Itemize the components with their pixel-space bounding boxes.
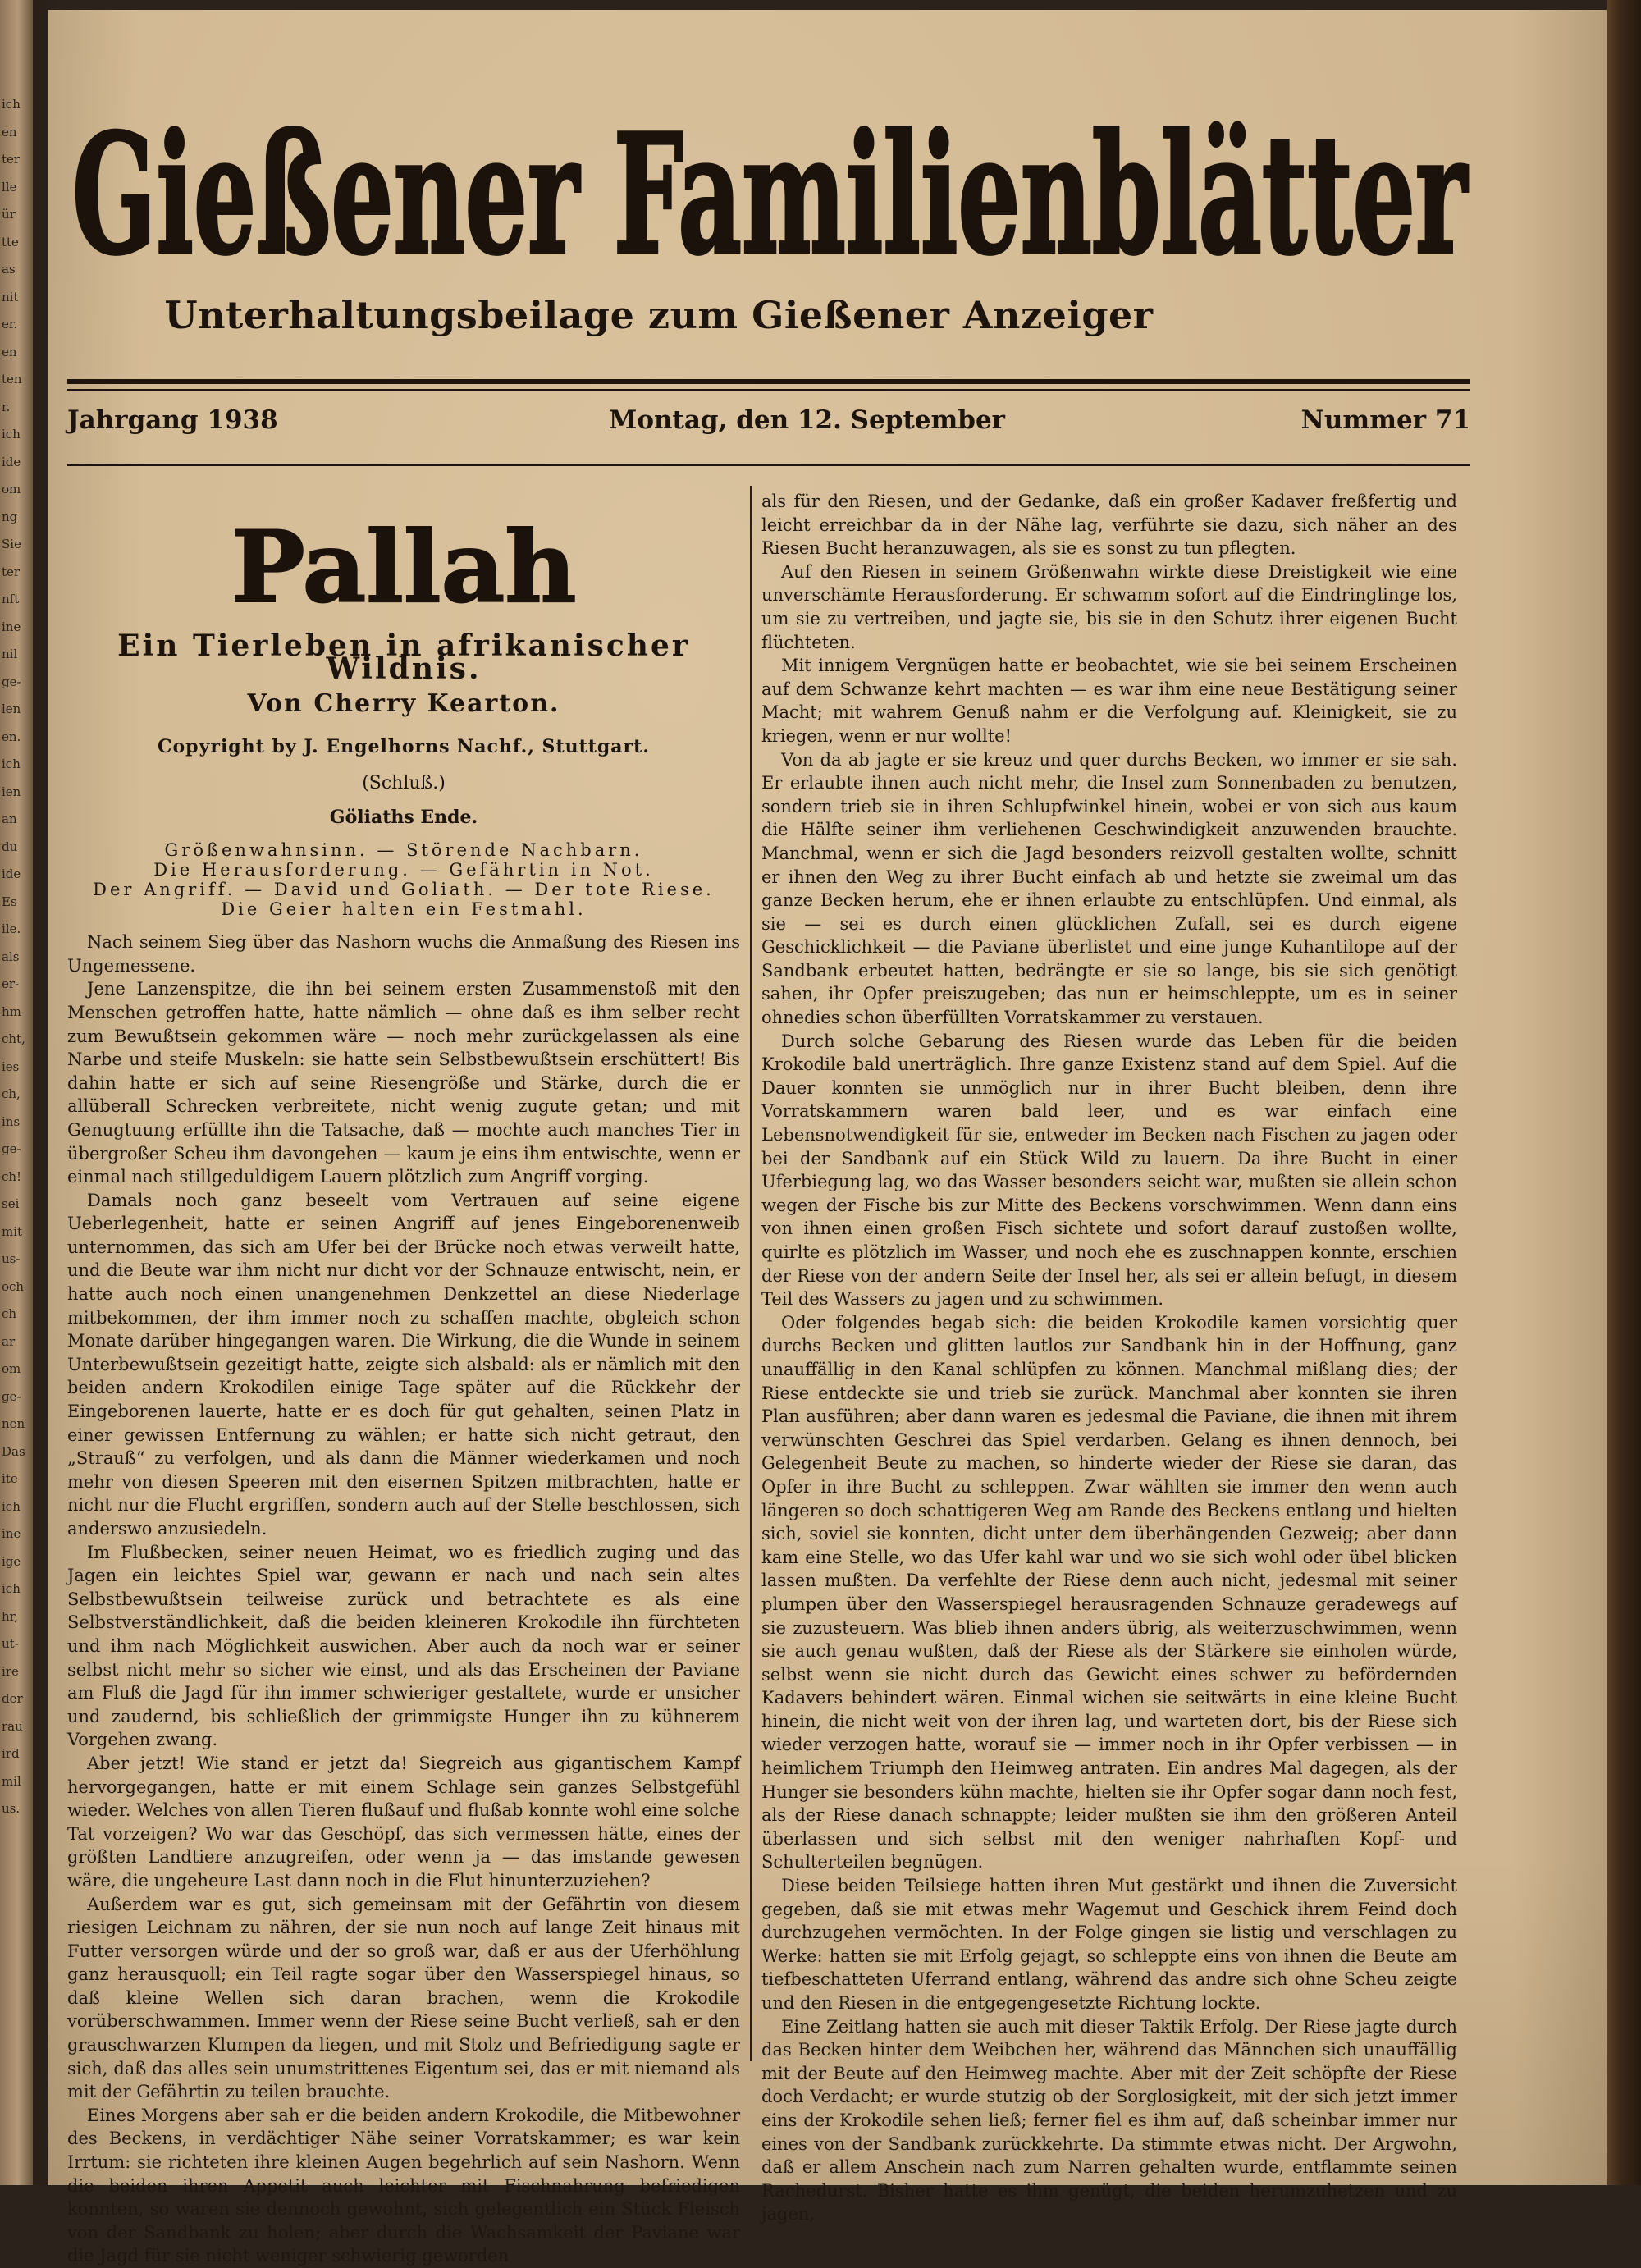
paragraph: Im Flußbecken, seiner neuen Heimat, wo es friedlich zuging und das Jagen ein leichtes Spiel war, gewann er nach und nach sein altes Selbstbewußtsein teilweise zurück und betrachtete es als eine Selbstverständlichkeit, daß die beiden kleineren Krokodile ihn fürchteten und ihm nach Möglichkeit auswichen. Aber auch da noch war er seiner selbst nicht mehr so sicher wie einst, und als das Erscheinen der Paviane am Fluß die Jagd für ihn immer schwieriger gestaltete, wurde er unsicher und zaudernd, bis schließlich der grimmigste Hunger ihn zu kühnerem Vorgehen zwang.: [67, 1542, 740, 1750]
adjacent-page-fragment: us-: [2, 1251, 21, 1266]
adjacent-page-fragment: Es: [2, 894, 17, 909]
adjacent-page-fragment: as: [2, 262, 16, 277]
adjacent-page-fragment: mit: [2, 1223, 23, 1239]
adjacent-page-fragment: ine: [2, 1526, 21, 1541]
summary-line: Größenwahnsinn. — Störende Nachbarn.: [164, 840, 643, 861]
adjacent-page-fragment: Sie: [2, 537, 21, 551]
binding-board-edge: [1607, 0, 1641, 2185]
paragraph: Eine Zeitlang hatten sie auch mit dieser Taktik Erfolg. Der Riese jagte durch das Becken hinter dem Weibchen her, während das Männchen sich unauffällig mit der Beute auf den Heimweg machte. Aber mit der Zeit schöpfte der Riese doch Verdacht; er wurde stutzig ob der Sorglosigkeit, mit der sich jetzt immer eins der Krokodile sehen ließ; ferner fiel es ihm auf, daß scheinbar immer nur eines von der Sandbank zurückkehrte. Da stimmte etwas nicht. Der Argwohn, daß er allem Anschein nach zum Narren gehalten wurde, entflammte seinen Rachedurst. Bisher hatte es ihm genügt, die beiden herumzuhetzen und zu jagen,: [761, 2016, 1457, 2225]
paragraph: Außerdem war es gut, sich gemeinsam mit der Gefährtin von diesem riesigen Leichnam zu nähren, der sie nun noch auf lange Zeit hinaus mit Futter versorgen würde und der so groß war, daß er aus der Uferhöhlung ganz herausquoll; ein Teil ragte sogar über den Wasserspiegel hinaus, so daß kleine Wellen sich daran brachen, wenn die Krokodile vorüberschwammen. Immer wenn der Riese seine Bucht verließ, sah er den grauschwarzen Klumpen da liegen, und mit Stolz und Befriedigung sagte er sich, daß das alles sein unumstrittenes Eigentum sei, das er mit niemand als mit der Gefährtin zu teilen brauchte.: [67, 1894, 740, 2102]
adjacent-page-fragment: ige: [2, 1553, 21, 1569]
story-author: Von Cherry Kearton.: [247, 688, 560, 718]
adjacent-page-fragment: ile.: [2, 921, 21, 936]
paragraph: Oder folgendes begab sich: die beiden Krokodile kamen vorsichtig quer durchs Becken und glitten lautlos zur Sandbank hin in der Hoffnung, ganz unauffällig in den Kanal schlüpfen zu können. Manchmal mißlang dies; der Riese entdeckte sie und trieb sie zurück. Manchmal aber konnten sie ihren Plan ausführen; aber dann waren es jedesmal die Paviane, die ihnen mit ihrem verwünschten Geschrei das Spiel verdarben. Gelang es ihnen dennoch, bei Gelegenheit Beute zu machen, so hinderte wieder der Riese sie daran, das Opfer in ihre Bucht zu schleppen. Zwar wählten sie immer den wenn auch längeren so doch schattigeren Weg am Rande des Beckens entlang und hielten sich, soviel sie konnten, dicht unter dem überhängenden Gezweig; aber dann kam eine Stelle, wo das Ufer kahl war und wo sie sich wohl oder übel blicken lassen mußten. Da verfehlte der Riese denn auch nicht, jedesmal mit seiner plumpen über den Wasserspiegel herausragenden Schnauze geradewegs auf sie zuzusteuern. Was blieb ihnen anders übrig, als weiterzuschwimmen, wenn sie auch genau wußten, daß der Riese als der Stärkere sie einholen würde, selbst wenn sie nicht durch das Gewicht eines schwer zu befördernden Kadavers behindert wären. Einmal wichen sie seitwärts in eine kleine Bucht hinein, die nicht weit von der ihren lag, und warteten dort, bis der Riese sich wieder verzogen hatte, worauf sie — immer noch in ihr Opfer verbissen — in heimlichem Triumph den Heimweg antraten. Ein andres Mal dagegen, als der Hunger sie besonders kühn machte, hielten sie ihr Opfer sogar dann noch fest, als der Riese danach schnappte; leider mußten sie ihm den größeren Anteil überlassen und sich selbst mit den weniger nahrhaften Kopf- und Schulterteilen begnügen.: [761, 1312, 1457, 1872]
adjacent-page-fragment: ge-: [2, 1388, 21, 1404]
adjacent-page-fragment: ich: [2, 1581, 21, 1596]
paragraph: Diese beiden Teilsiege hatten ihren Mut gestärkt und ihnen die Zuversicht gegeben, daß sie mit etwas mehr Wagemut und Geschick ihrem Feind doch durchzugehen vermöchten. In der Folge gingen sie listig und verschlagen zu Werke: hatten sie mit Erfolg gejagt, so schleppte eins von ihnen die Beute am tiefbeschatteten Uferrand entlang, während das andre sich ohne Scheu zeigte und den Riesen in die entgegengesetzte Richtung lockte.: [761, 1876, 1457, 2013]
adjacent-page-fragment: ide: [2, 454, 21, 469]
adjacent-page-fragment: nft: [2, 592, 20, 606]
adjacent-page-fragment: an: [2, 812, 17, 826]
dateline-number: Nummer 71: [1300, 405, 1470, 435]
adjacent-page-fragment: ch: [2, 1306, 17, 1321]
adjacent-page-fragment: ch!: [2, 1168, 22, 1184]
paragraph: Aber jetzt! Wie stand er jetzt da! Siegreich aus gigantischem Kampf hervorgegangen, hatte er mit einem Schlage sein ganzes Selbstgefühl wieder. Welches von allen Tieren flußauf und flußab konnte wohl eine solche Tat vorzeigen? Wo war das Geschöpf, das sich vermessen hätte, eines der größten Landtiere anzugreifen, oder wenn ja — das imstande gewesen wäre, die ungeheure Last dann noch in die Flut hinunterzuziehen?: [67, 1753, 740, 1891]
adjacent-page-fragment: hm: [2, 1004, 21, 1019]
summary-line: Die Geier halten ein Festmahl.: [221, 899, 587, 920]
adjacent-page-fragment: der: [2, 1691, 23, 1706]
story-title: Pallah: [231, 513, 577, 620]
paragraph: Mit innigem Vergnügen hatte er beobachtet, wie sie bei seinem Erscheinen auf dem Schwanze kehrt machten — es war ihm eine neue Bestätigung seiner Macht; mit wahrem Genuß nahm er die Verfolgung auf. Kleinigkeit, sie zu kriegen, wenn er nur wollte!: [761, 656, 1457, 746]
adjacent-page-fragment: ich: [2, 427, 21, 441]
paragraph: Nach seinem Sieg über das Nashorn wuchs die Anmaßung des Riesen ins Ungemessene.: [67, 932, 740, 976]
adjacent-page-fragment: om: [2, 482, 21, 496]
adjacent-page-fragment: ich: [2, 97, 21, 112]
paragraph: Eines Morgens aber sah er die beiden andern Krokodile, die Mitbewohner des Beckens, in verdächtiger Nähe seiner Vorratskammer; es war kein Irrtum: sie richteten ihre kleinen Augen begehrlich auf sein Nashorn. Wenn die beiden ihren Appetit auch leichter mit Fischnahrung befriedigen konnten, so waren sie dennoch gewohnt, sich gelegentlich ein Stück Fleisch von der Sandbank zu holen; aber durch die Wachsamkeit der Paviane war die Jagd für sie nicht weniger schwierig geworden: [67, 2105, 740, 2266]
adjacent-page-fragment: ten: [2, 372, 22, 386]
adjacent-page-fragment: ine: [2, 619, 21, 634]
adjacent-page-fragment: om: [2, 1361, 21, 1376]
adjacent-page-fragment: en: [2, 344, 17, 359]
adjacent-page-fragment: ich: [2, 757, 21, 771]
paragraph: Jene Lanzenspitze, die ihn bei seinem ersten Zusammenstoß mit den Menschen getroffen hatte, hatte nämlich — ohne daß es ihm selber recht zum Bewußtsein gekommen wäre — noch mehr zurückgelassen als eine Narbe und steife Muskeln: sie hatte sein Selbstbewußtsein erschüttert! Bis dahin hatte er sich auf seine Riesengröße und Stärke, durch die er allüberall Schrecken verbreitete, nicht wenig zugute getan; und mit Genugtuung erfüllte ihn die Tatsache, daß — mochte auch manches Tier in übergroßer Scheu ihm davongehen — kaum je eins ihm entwischte, wenn er einmal nach stillgeduldigem Lauern plötzlich zum Angriff vorging.: [67, 979, 740, 1187]
adjacent-page-fragment: ter: [2, 564, 21, 579]
adjacent-page-fragment: lle: [2, 179, 17, 194]
left-column: [67, 490, 740, 2268]
adjacent-page-fragment: en.: [2, 729, 21, 744]
adjacent-page-fragment: cht,: [2, 1031, 25, 1046]
adjacent-page-fragment: ut-: [2, 1636, 19, 1651]
adjacent-page-fragment: ür: [2, 207, 16, 222]
adjacent-page-fragment: us.: [2, 1801, 21, 1816]
adjacent-page-fragment: Das: [2, 1443, 25, 1459]
paragraph-continued: als für den Riesen, und der Gedanke, daß ein großer Kadaver freßfertig und leicht erreichbar da in der Nähe lag, verführte sie dazu, sich näher an des Riesen Bucht heranzuwagen, als sie es sonst zu tun pflegten.: [761, 492, 1457, 559]
newspaper-page: [48, 10, 1607, 2266]
adjacent-page-fragment: sei: [2, 1196, 20, 1211]
adjacent-page-fragment: ins: [2, 1113, 21, 1129]
adjacent-page-fragment: er.: [2, 317, 18, 332]
adjacent-page-fragment: mil: [2, 1773, 21, 1789]
masthead: [72, 84, 1469, 337]
paragraph: Damals noch ganz beseelt vom Vertrauen auf seine eigene Ueberlegenheit, hatte er seinen Angriff auf jenes Eingeborenenweib unternommen, das sich am Ufer bei der Brücke noch etwas verweilt hatte, und die Beute war ihm nicht nur dicht vor der Schnauze entwischt, nein, er hatte auch noch einen unangenehmen Denkzettel an diese Niederlage mitbekommen, der ihm immer noch zu schaffen machte, obgleich schon Monate darüber hingegangen waren. Die Wirkung, die die Wunde in seinem Unterbewußtsein gezeitigt hatte, zeigte sich alsbald: als er nämlich mit den beiden andern Krokodilen einige Tage später auf die Rückkehr der Eingeborenen lauerte, hatte er es doch für gut gehalten, seinen Platz in einer gewissen Entfernung zu wählen; er hatte sich nicht getraut, den „Strauß“ zu verfolgen, und als dann die Männer wiederkamen und noch mehr von diesen Speeren mit den eisernen Spitzen mitbrachten, hatte er nicht nur die Flucht ergriffen, sondern auch auf der Stelle beschlossen, sich anderswo anzusiedeln.: [67, 1190, 740, 1539]
adjacent-page-fragment: du: [2, 839, 18, 854]
masthead-rule-thick: [67, 379, 1470, 384]
dateline-year: Jahrgang 1938: [67, 405, 278, 435]
dateline-rule: [67, 464, 1470, 466]
adjacent-page-fragment: nen: [2, 1416, 25, 1431]
adjacent-page-fragment: ich: [2, 1498, 21, 1514]
adjacent-page-fragment: ide: [2, 867, 21, 881]
story-subtitle: Ein Tierleben in afrikanischer Wildnis.: [117, 628, 690, 687]
paragraph: Auf den Riesen in seinem Größenwahn wirkte diese Dreistigkeit wie eine unverschämte Herausforderung. Er schwamm sofort auf die Eindringlinge los, um sie zu vertreiben, und jagte sie, bis sie in den Schutz ihrer eigenen Bucht flüchteten.: [761, 561, 1457, 652]
adjacent-page-fragment: tte: [2, 234, 19, 249]
right-column: [761, 490, 1457, 2226]
adjacent-page-fragment: en: [2, 124, 17, 139]
paragraph: Von da ab jagte er sie kreuz und quer durchs Becken, wo immer er sie sah. Er erlaubte ihnen auch nicht mehr, die Insel zum Sonnenbaden zu benutzen, sondern trieb sie in ihren Schlupfwinkel hinein, wobei er von sich aus kaum die Hälfte seiner ihm verliehenen Geschwindigkeit anzuwenden brauchte. Manchmal, wenn er sich die Jagd besonders reizvoll gestalten wollte, schnitt er ihnen den Weg zu ihrer Bucht einfach ab und hetzte sie zweimal um das ganze Becken herum, ehe er ihnen erlaubte zu entschlüpfen. Und einmal, als sie — sei es durch einen glücklichen Zufall, sei es durch eigene Geschicklichkeit — die Paviane überlistet und eine junge Kuhantilope auf der Sandbank erbeutet hatten, bedrängte er sie so lange, bis sie sich genötigt sahen, ihr Opfer preiszugeben; das nun er heimschleppte, um es in seiner ohnedies schon überfüllten Vorratskammer zu verstauen.: [761, 749, 1457, 1028]
adjacent-page-fragment: hr,: [2, 1608, 18, 1624]
story-copyright: Copyright by J. Engelhorns Nachf., Stuttgart.: [158, 736, 650, 758]
chapter-summary: [67, 840, 740, 919]
adjacent-page-fragment: als: [2, 949, 20, 964]
masthead-title: Gießener Familienblätter: [72, 98, 1469, 289]
dateline: [67, 405, 1470, 455]
adjacent-page-fragment: ter: [2, 152, 21, 167]
adjacent-page-fragment: len: [2, 702, 21, 716]
masthead-title-graphic: [72, 84, 1483, 289]
adjacent-page-fragment: nit: [2, 289, 19, 304]
adjacent-page-fragment: ies: [2, 1059, 20, 1074]
adjacent-page-fragment: ng: [2, 509, 18, 524]
story-chapter-title: Göliaths Ende.: [329, 806, 478, 828]
story-conclusion-note: (Schluß.): [362, 772, 446, 793]
adjacent-page-fragment: ien: [2, 784, 21, 799]
story-header: [67, 490, 740, 919]
column-divider: [750, 486, 752, 2061]
paragraph: Durch solche Gebarung des Riesen wurde das Leben für die beiden Krokodile bald unerträglich. Ihre ganze Existenz stand auf dem Spiel. Auf die Dauer konnten sie unmöglich nur in ihrer Bucht bleiben, denn ihre Vorratskammern waren bald leer, und es war einfach eine Lebensnotwendigkeit für sie, entweder im Becken nach Fischen zu jagen oder bei der Sandbank auf ein Stück Wild zu lauern. Da ihre Bucht in einer Uferbiegung lag, wo das Wasser besonders seicht war, mußten sie allein schon wegen der Fische bis zur Mitte des Beckens vorschwimmen. Wenn dann eins von ihnen einen großen Fisch sichtete und sofort darauf zustoßen wollte, quirlte es plötzlich im Wasser, und noch ehe es zuschnappen konnte, erschien der Riese von der andern Seite der Insel her, als sei er allein befugt, in diesem Teil des Wassers zu jagen und zu schwimmen.: [761, 1031, 1457, 1310]
masthead-rule-thin: [67, 389, 1470, 391]
adjacent-page-fragment: och: [2, 1278, 25, 1294]
adjacent-page-fragment: er-: [2, 976, 20, 991]
adjacent-page-fragment: nil: [2, 647, 18, 661]
adjacent-page-fragment: ite: [2, 1471, 18, 1486]
adjacent-page-fragment: ge-: [2, 674, 21, 689]
dateline-date: Montag, den 12. September: [609, 405, 1006, 435]
summary-line: Der Angriff. — David und Goliath. — Der tote Riese.: [93, 880, 715, 900]
adjacent-page-fragment: r.: [2, 399, 11, 414]
masthead-subtitle: Unterhaltungsbeilage zum Gießener Anzeiger: [164, 293, 1154, 337]
adjacent-page-fragment: ar: [2, 1333, 16, 1349]
adjacent-page-fragment: ird: [2, 1746, 20, 1761]
story-title-graphic: [67, 513, 740, 620]
adjacent-page-fragment: ge-: [2, 1141, 21, 1156]
adjacent-page-fragment: ire: [2, 1663, 19, 1679]
adjacent-page-edge: [0, 0, 33, 2185]
adjacent-page-fragment: rau: [2, 1718, 23, 1734]
summary-line: Die Herausforderung. — Gefährtin in Not.: [153, 860, 654, 880]
adjacent-page-fragment: ch,: [2, 1086, 21, 1101]
